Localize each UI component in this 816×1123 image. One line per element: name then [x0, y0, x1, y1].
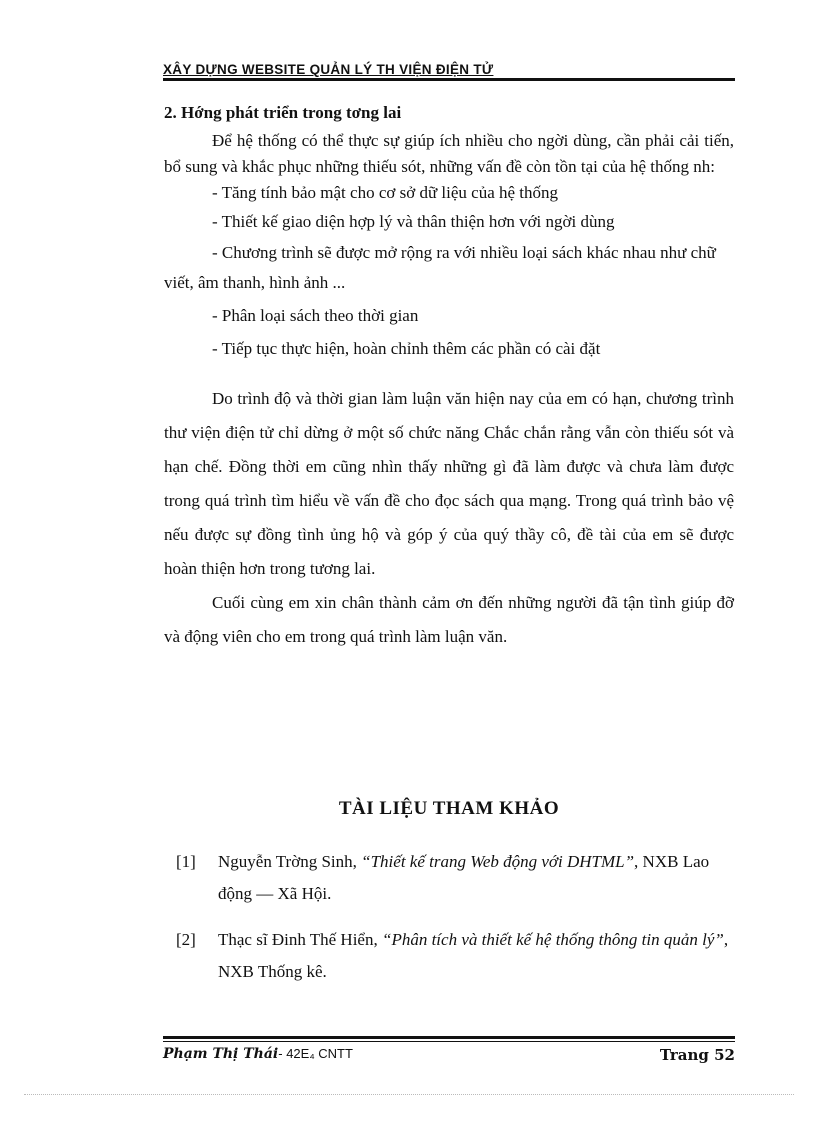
author-class: - 42E₄ CNTT	[278, 1046, 353, 1061]
list-item: - Tăng tính bảo mật cho cơ sở dữ liệu của hệ thống	[212, 183, 559, 202]
header-title: XÂY DỰNG WEBSITE QUẢN LÝ TH VIỆN ĐIỆN TỬ	[163, 62, 494, 77]
reference-text	[218, 846, 736, 910]
reference-author: Nguyễn Trờng Sinh,	[218, 852, 362, 871]
list-item: - Tiếp tục thực hiện, hoàn chỉnh thêm các phần có cài đặt	[212, 339, 601, 358]
page-bottom-border	[24, 1094, 794, 1095]
section-heading: 2. Hớng phát triển trong tơng lai	[164, 103, 402, 122]
improvement-list	[164, 180, 734, 364]
reference-title: “Phân tích và thiết kế hệ thống thông tin quản lý”	[381, 930, 724, 949]
header-rule	[163, 78, 735, 81]
reference-number: [1]	[176, 852, 196, 871]
reference-publisher: , NXB Lao động — Xã Hội.	[218, 852, 710, 903]
page-footer	[163, 1036, 735, 1066]
reference-text	[218, 924, 736, 988]
reference-title: “Thiết kế trang Web động với DHTML”	[361, 852, 635, 871]
list-item: - Thiết kế giao diện hợp lý và thân thiện hơn với ngời dùng	[212, 212, 615, 231]
list-item: - Chương trình sẽ được mở rộng ra với nhiều loại sách khác nhau như chữ viết, âm thanh, hình ảnh ...	[164, 243, 716, 292]
references-list	[176, 846, 736, 1002]
reference-item	[176, 846, 736, 910]
page-header	[163, 62, 735, 82]
reference-publisher: , NXB Thống kê.	[218, 930, 729, 981]
main-content	[164, 100, 734, 654]
intro-paragraph: Để hệ thống có thể thực sự giúp ích nhiều cho ngời dùng, cần phải cải tiến, bổ sung và khắc phục những thiếu sót, những vấn đề còn tồn tại của hệ thống nh:	[164, 131, 734, 176]
footer-rule-thin	[163, 1041, 735, 1042]
reference-item	[176, 924, 736, 988]
page-number: Trang 52	[659, 1046, 735, 1064]
reference-author: Thạc sĩ Đinh Thế Hiển,	[218, 930, 382, 949]
references-title: TÀI LIỆU THAM KHẢO	[338, 798, 560, 819]
thanks-paragraph: Cuối cùng em xin chân thành cảm ơn đến những người đã tận tình giúp đỡ và động viên cho em trong quá trình làm luận văn.	[164, 593, 734, 646]
footer-author	[163, 1046, 353, 1063]
limitations-paragraph: Do trình độ và thời gian làm luận văn hiện nay của em có hạn, chương trình thư viện điện tử chỉ dừng ở một số chức năng Chắc chắn rằng vẫn còn thiếu sót và hạn chế. Đồng thời em cũng nhìn thấy những gì đã làm được và chưa làm được trong quá trình tìm hiểu về vấn đề cho đọc sách qua mạng. Trong quá trình bảo vệ nếu được sự đồng tình ủng hộ và góp ý của quý thầy cô, đề tài của em sẽ được hoàn thiện hơn trong tương lai.	[164, 389, 734, 578]
footer-rule	[163, 1036, 735, 1039]
list-item: - Phân loại sách theo thời gian	[212, 306, 419, 325]
reference-number: [2]	[176, 930, 196, 949]
author-name: Phạm Thị Thái	[163, 1046, 279, 1062]
